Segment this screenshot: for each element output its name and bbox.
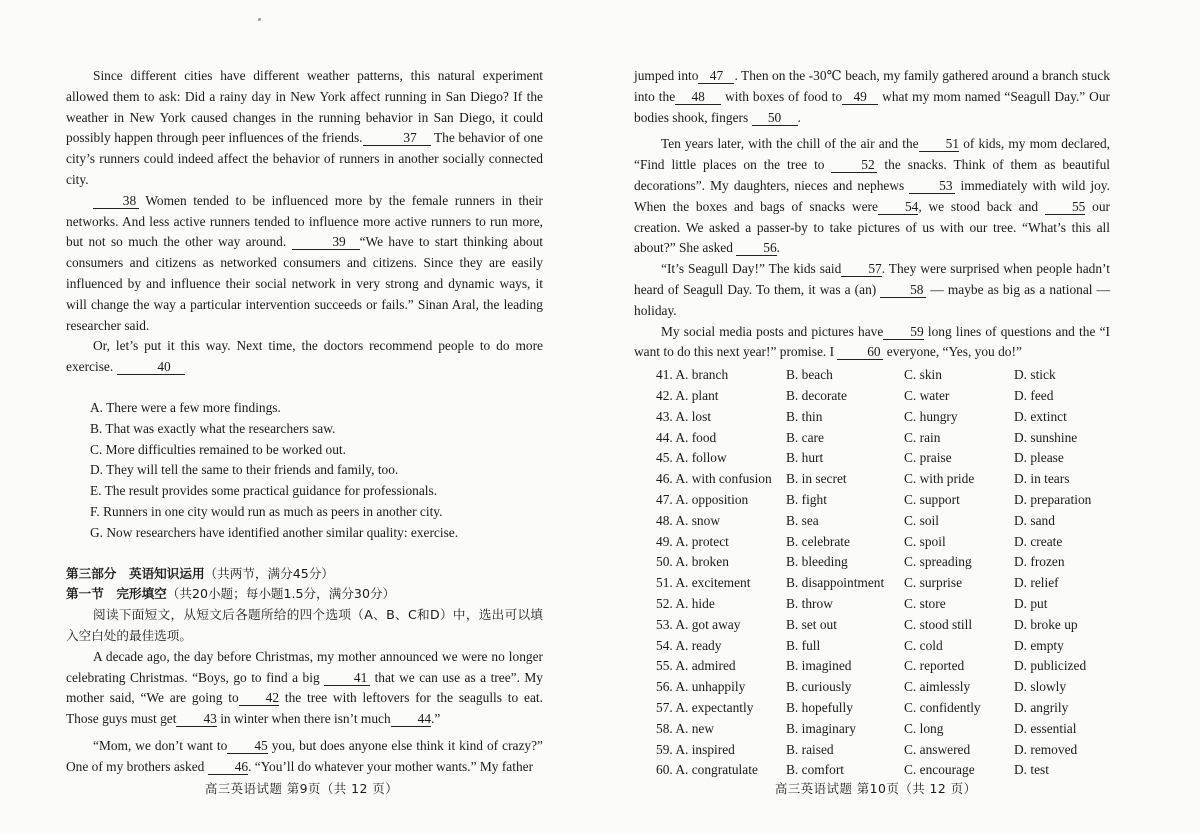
choice-a[interactable]: 50. A. broken: [656, 554, 729, 570]
choice-c[interactable]: C. spoil: [904, 533, 946, 549]
choice-row-41: [634, 365, 1110, 386]
story-paragraph-2: “Mom, we don’t want to 45 you, but does anyone else think it kind of crazy?” One of my brothers asked 46. “You’ll do whatever your mother wants.” My father: [66, 737, 543, 774]
choice-a[interactable]: 54. A. ready: [656, 637, 722, 653]
page-10-column: [634, 66, 1110, 781]
choice-a[interactable]: 45. A. follow: [656, 450, 727, 466]
choice-c[interactable]: C. praise: [904, 450, 952, 466]
blank-60[interactable]: 60: [837, 344, 883, 360]
option-d: D. They will tell the same to their friends and family, too.: [90, 462, 399, 478]
passage-paragraph-2: 38 Women tended to be influenced more by the female runners in their networks. And less active runners tended to influence more active runners to run more, but not so much the other way around. 39 “We have to start thinking about consumers and citizens as networked consumers and citizens. Since they are easily influenced by and influence their social network in very strong and dynamic ways, it will change the way a particular intervention succeeds or fails.” Sinan Aral, the leading researcher said.: [66, 192, 544, 333]
choice-b[interactable]: B. in secret: [786, 471, 847, 487]
blank-55[interactable]: 55: [1045, 199, 1085, 215]
choice-d[interactable]: D. extinct: [1014, 408, 1067, 424]
choice-b[interactable]: B. comfort: [786, 762, 845, 778]
choice-c[interactable]: C. stood still: [904, 616, 973, 632]
choice-b[interactable]: B. sea: [786, 512, 819, 528]
blank-57[interactable]: 57: [841, 261, 881, 277]
choice-row-51: [634, 573, 1110, 594]
blank-39[interactable]: 39: [292, 234, 360, 250]
story-paragraph-3: Ten years later, with the chill of the air and the 51 of kids, my mom declared, “Find little places on the tree to 52 the snacks. Think of them as beautiful decorations”. My daughters, nieces and nephews 53 immediately with wild joy. When the boxes and bags of snacks were 54, we stood back and 55 our creation. We asked a passer-by to take pictures of us with our tree. “What’s this all about?” She asked 56.: [634, 136, 1110, 256]
subsection-title: 第一节 完形填空（共20小题；每小题1.5分，满分30分）: [66, 586, 396, 602]
choice-c[interactable]: C. water: [904, 387, 950, 403]
option-e: E. The result provides some practical guidance for professionals.: [90, 483, 438, 499]
blank-58[interactable]: 58: [880, 282, 926, 298]
blank-41[interactable]: 41: [324, 670, 370, 686]
choice-c[interactable]: C. with pride: [904, 471, 975, 487]
choice-d[interactable]: D. empty: [1014, 637, 1064, 653]
choice-d[interactable]: D. removed: [1014, 741, 1078, 757]
choice-c[interactable]: C. rain: [904, 429, 941, 445]
section-title: 第三部分 英语知识运用（共两节，满分45分）: [66, 565, 334, 581]
choice-a[interactable]: 59. A. inspired: [656, 741, 735, 757]
blank-43[interactable]: 43: [176, 711, 216, 727]
choice-b[interactable]: B. thin: [786, 408, 823, 424]
option-b: B. That was exactly what the researchers saw.: [90, 420, 336, 436]
choice-b[interactable]: B. beach: [786, 367, 833, 383]
blank-56[interactable]: 56: [736, 240, 776, 256]
choice-a[interactable]: 51. A. excitement: [656, 575, 751, 591]
choice-a[interactable]: 57. A. expectantly: [656, 699, 754, 715]
story-paragraph-5: My social media posts and pictures have 59 long lines of questions and the “I want to do this next year!” promise. I 60 everyone, “Yes, you do!”: [634, 323, 1110, 360]
choice-b[interactable]: B. raised: [786, 741, 834, 757]
choice-a[interactable]: 43. A. lost: [656, 408, 712, 424]
choice-c[interactable]: C. confidently: [904, 699, 981, 715]
choice-d[interactable]: D. frozen: [1014, 554, 1065, 570]
blank-37[interactable]: 37: [363, 130, 431, 146]
choice-c[interactable]: C. answered: [904, 741, 971, 757]
passage-paragraph-1: Since different cities have different weather patterns, this natural experiment allowed them to ask: Did a rainy day in New York affect running in San Diego? If the weather in New York caused changes in the running behavior in San Diego, it could possibly happen through peer influences of the friends. 37 The behavior of one city’s runners could indeed affect the behavior of runners in another socially connected city.: [66, 68, 544, 187]
choice-d[interactable]: D. slowly: [1014, 679, 1067, 695]
blank-46[interactable]: 46: [208, 759, 248, 775]
choice-row-54: [634, 636, 1110, 657]
choice-b[interactable]: B. throw: [786, 595, 833, 611]
blank-50[interactable]: 50: [752, 110, 798, 126]
blank-52[interactable]: 52: [831, 157, 877, 173]
choice-c[interactable]: C. store: [904, 595, 946, 611]
choice-a[interactable]: 55. A. admired: [656, 658, 736, 674]
choice-d[interactable]: D. broke up: [1014, 616, 1078, 632]
choice-b[interactable]: B. hopefully: [786, 699, 853, 715]
page-9-column: [66, 66, 543, 778]
blank-49[interactable]: 49: [842, 89, 878, 105]
choice-b[interactable]: B. bleeding: [786, 554, 848, 570]
choice-b[interactable]: B. decorate: [786, 387, 847, 403]
choice-b[interactable]: B. celebrate: [786, 533, 850, 549]
blank-45[interactable]: 45: [227, 738, 267, 754]
choice-b[interactable]: B. full: [786, 637, 821, 653]
choice-d[interactable]: D. publicized: [1014, 658, 1087, 674]
choice-d[interactable]: D. relief: [1014, 575, 1059, 591]
choice-row-53: [634, 615, 1110, 636]
choice-row-42: [634, 386, 1110, 407]
choice-row-44: [634, 428, 1110, 449]
choice-row-55: [634, 656, 1110, 677]
blank-53[interactable]: 53: [909, 178, 955, 194]
choice-c[interactable]: C. support: [904, 491, 960, 507]
scan-speck: [258, 18, 261, 21]
option-c: C. More difficulties remained to be worked out.: [90, 441, 346, 457]
choice-c[interactable]: C. spreading: [904, 554, 972, 570]
option-g: G. Now researchers have identified another similar quality: exercise.: [90, 524, 459, 540]
choice-a[interactable]: 56. A. unhappily: [656, 679, 746, 695]
choice-d[interactable]: D. stick: [1014, 367, 1056, 383]
choice-row-48: [634, 511, 1110, 532]
blank-40[interactable]: 40: [117, 359, 185, 375]
blank-51[interactable]: 51: [919, 136, 959, 152]
choice-c[interactable]: C. hungry: [904, 408, 958, 424]
choice-a[interactable]: 41. A. branch: [656, 367, 729, 383]
story-paragraph-2-cont: jumped into 47 . Then on the -30℃ beach, my family gathered around a branch stuck into the 48 with boxes of food to 49 what my mom named “Seagull Day.” Our bodies shook, fingers 50 .: [634, 68, 1110, 125]
choice-c[interactable]: C. soil: [904, 512, 939, 528]
choice-b[interactable]: B. fight: [786, 491, 827, 507]
choice-d[interactable]: D. test: [1014, 762, 1049, 778]
choice-a[interactable]: 53. A. got away: [656, 616, 741, 632]
choice-b[interactable]: B. curiously: [786, 679, 852, 695]
choice-b[interactable]: B. imaginary: [786, 720, 856, 736]
choice-b[interactable]: B. imagined: [786, 658, 852, 674]
choice-row-59: [634, 740, 1110, 761]
choice-a[interactable]: 49. A. protect: [656, 533, 729, 549]
passage-paragraph-3: Or, let’s put it this way. Next time, the doctors recommend people to do more exercise. 40: [66, 338, 543, 375]
choice-b[interactable]: B. hurt: [786, 450, 824, 466]
blank-54[interactable]: 54: [878, 199, 918, 215]
choice-a[interactable]: 44. A. food: [656, 429, 717, 445]
choice-d[interactable]: D. angrily: [1014, 699, 1069, 715]
option-f: F. Runners in one city would run as much as peers in another city.: [90, 503, 443, 519]
choice-a[interactable]: 52. A. hide: [656, 595, 715, 611]
option-a: A. There were a few more findings.: [90, 399, 281, 415]
choice-a[interactable]: 42. A. plant: [656, 387, 719, 403]
choice-row-43: [634, 407, 1110, 428]
choice-a[interactable]: 58. A. new: [656, 720, 715, 736]
blank-48[interactable]: 48: [675, 89, 721, 105]
story-paragraph-4: “It’s Seagull Day!” The kids said 57. They were surprised when people hadn’t heard of Seagull Day. To them, it was a (an) 58 — maybe as big as a national — holiday.: [634, 261, 1110, 318]
choice-c[interactable]: C. encourage: [904, 762, 975, 778]
choice-d[interactable]: D. in tears: [1014, 471, 1070, 487]
choice-a[interactable]: 60. A. congratulate: [656, 762, 758, 778]
choice-c[interactable]: C. long: [904, 720, 944, 736]
choice-row-46: [634, 469, 1110, 490]
choice-row-57: [634, 698, 1110, 719]
choice-d[interactable]: D. essential: [1014, 720, 1077, 736]
choice-b[interactable]: B. set out: [786, 616, 837, 632]
blank-38[interactable]: 38: [93, 193, 139, 209]
blank-42[interactable]: 42: [239, 690, 279, 706]
choice-d[interactable]: D. sand: [1014, 512, 1055, 528]
choice-row-49: [634, 532, 1110, 553]
choice-row-60: [634, 760, 1110, 781]
story-paragraph-1: A decade ago, the day before Christmas, my mother announced we were no longer celebrating Christmas. “Boys, go to find a big 41 that we can use as a tree”. My mother said, “We are going to 42 the tree with leftovers for the seagulls to eat. Those guys must get 43 in winter when there isn’t much 44.”: [66, 648, 544, 727]
blank-44[interactable]: 44: [391, 711, 431, 727]
choice-a[interactable]: 48. A. snow: [656, 512, 720, 528]
choice-c[interactable]: C. reported: [904, 658, 965, 674]
choice-row-45: [634, 448, 1110, 469]
instruction-text: 阅读下面短文，从短文后各题所给的四个选项（A、B、C和D）中，选出可以填入空白处的最佳选项。: [66, 607, 543, 643]
cloze-choices-table: [634, 365, 1110, 781]
blank-47[interactable]: 47: [698, 68, 734, 84]
choice-d[interactable]: D. put: [1014, 595, 1048, 611]
choice-c[interactable]: C. skin: [904, 367, 942, 383]
choice-d[interactable]: D. preparation: [1014, 491, 1092, 507]
choice-b[interactable]: B. disappointment: [786, 575, 885, 591]
choice-c[interactable]: C. cold: [904, 637, 943, 653]
choice-d[interactable]: D. feed: [1014, 387, 1054, 403]
page-footer-left: 高三英语试题 第9页（共 12 页）: [205, 781, 399, 796]
choice-d[interactable]: D. create: [1014, 533, 1063, 549]
choice-b[interactable]: B. care: [786, 429, 824, 445]
choice-a[interactable]: 47. A. opposition: [656, 491, 749, 507]
page-footer-right: 高三英语试题 第10页（共 12 页）: [775, 781, 977, 796]
choice-d[interactable]: D. please: [1014, 450, 1064, 466]
choice-c[interactable]: C. surprise: [904, 575, 963, 591]
choice-row-50: [634, 552, 1110, 573]
choice-row-58: [634, 719, 1110, 740]
blank-59[interactable]: 59: [883, 324, 923, 340]
choice-row-56: [634, 677, 1110, 698]
choice-a[interactable]: 46. A. with confusion: [656, 471, 772, 487]
choice-row-47: [634, 490, 1110, 511]
choice-c[interactable]: C. aimlessly: [904, 679, 971, 695]
choice-d[interactable]: D. sunshine: [1014, 429, 1078, 445]
choice-row-52: [634, 594, 1110, 615]
seven-choice-options: [66, 398, 543, 544]
